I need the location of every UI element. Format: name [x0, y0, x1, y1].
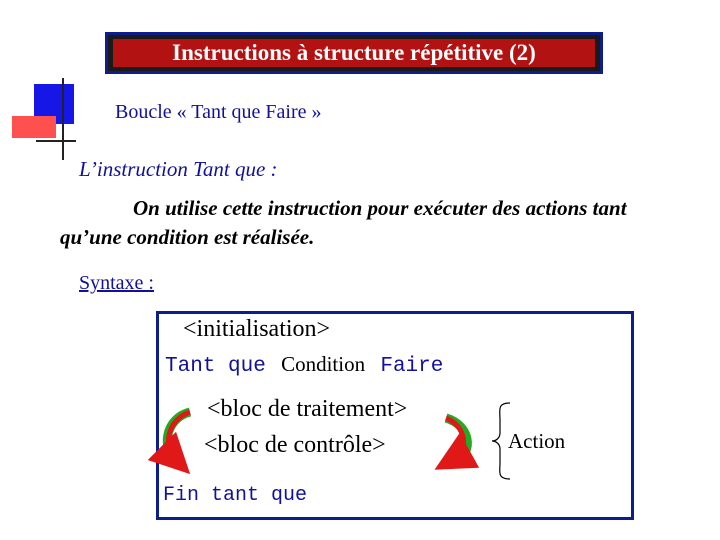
keyword-tant-que: Tant que: [165, 355, 266, 378]
keyword-faire: Faire: [380, 355, 444, 378]
slide-title: Instructions à structure répétitive (2): [113, 39, 595, 67]
fin-tant-que: Fin tant que: [163, 484, 308, 507]
action-label: Action: [508, 429, 566, 453]
description-paragraph: On utilise cette instruction pour exécuter des actions tant qu’une condition est réalisée.: [60, 196, 627, 249]
slide-subtitle: Boucle « Tant que Faire »: [115, 101, 322, 123]
bloc-traitement: <bloc de traitement>: [207, 396, 408, 422]
loop-right-arrow-icon: [446, 418, 467, 462]
condition-text: Condition: [281, 352, 366, 376]
syntax-label: Syntaxe :: [79, 272, 154, 294]
instruction-title: L’instruction Tant que :: [79, 157, 278, 181]
init-line: <initialisation>: [183, 316, 331, 342]
loop-left-arrow-icon: [167, 412, 190, 462]
bloc-controle: <bloc de contrôle>: [204, 432, 386, 458]
